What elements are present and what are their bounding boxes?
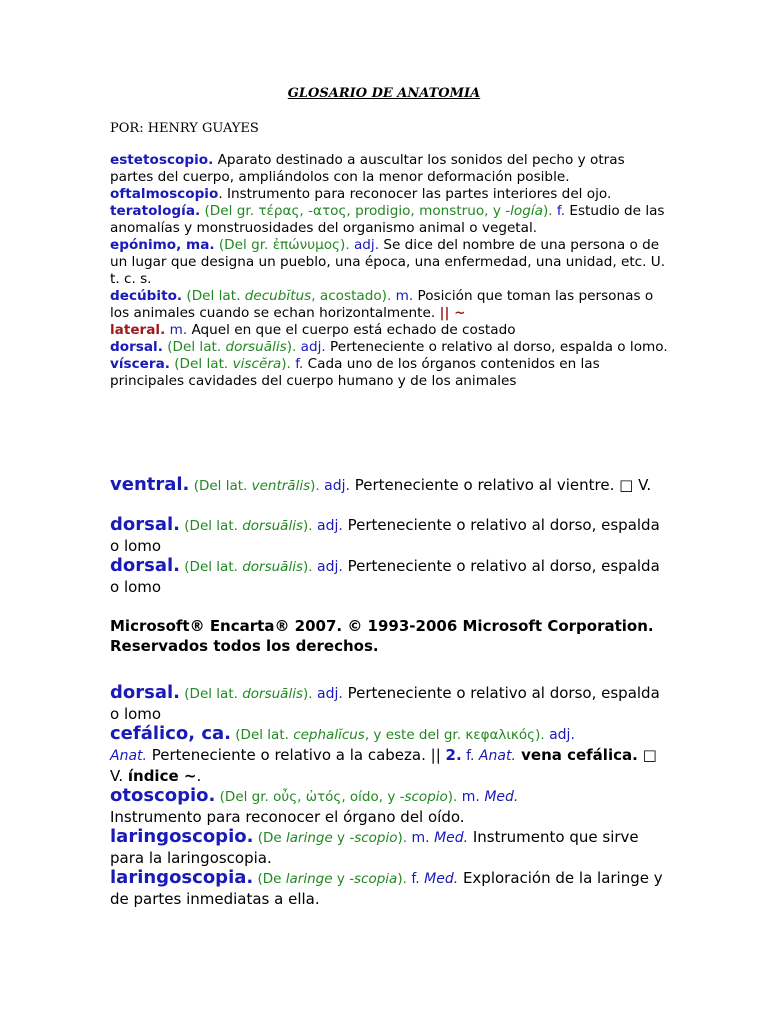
definition: Aquel en que el cuerpo está echado de costado <box>187 322 516 338</box>
etymology-text: ). <box>281 356 291 372</box>
etymology-text: (Del lat. <box>182 288 245 304</box>
definition: Posición que toman las personas o los animales cuando se echan horizontalmente. <box>110 288 654 321</box>
entry-dorsal-a <box>110 515 670 556</box>
grammar-tag: adj. <box>312 686 343 702</box>
definition: Estudio de las anomalías y monstruosidades del organismo animal o vegetal. <box>110 203 665 236</box>
etymology-term: viscĕra <box>232 356 282 372</box>
compound-term: vena cefálica. <box>515 746 638 764</box>
etymology <box>163 339 296 355</box>
etymology-term: laringe <box>285 871 333 887</box>
etymology-text: ). <box>542 203 553 219</box>
etymology-text: (Del lat. <box>180 518 243 534</box>
definition: Instrumento para reconocer el órgano del oído. <box>110 808 465 826</box>
document-title: GLOSARIO DE ANATOMIA <box>287 86 481 101</box>
field-tag: Med. <box>479 789 519 805</box>
entry-laringoscopio <box>110 827 670 868</box>
etymology-term: -scopio <box>349 830 398 846</box>
etymology-text: (Del lat. <box>180 686 243 702</box>
headword: dorsal. <box>110 682 180 703</box>
etymology-term: dorsuālis <box>242 518 303 534</box>
headword: estetoscopio. <box>110 152 214 168</box>
definition: Cada uno de los órganos contenidos en las principales cavidades del cuerpo humano y de los animales <box>110 356 600 389</box>
etymology <box>189 478 319 494</box>
headword: teratología. <box>110 203 201 219</box>
etymology-text: (Del gr. οὖς, ὠτός, oído, y <box>215 789 400 805</box>
headword: dorsal. <box>110 555 180 576</box>
spacer <box>110 496 670 515</box>
grammar-tag: adj. <box>544 727 575 743</box>
headword: otoscopio. <box>110 785 216 806</box>
entry-dorsal-b <box>110 556 670 597</box>
punctuation: . <box>196 767 202 785</box>
headword: víscera. <box>110 356 170 372</box>
etymology-term: -scopio <box>399 789 448 805</box>
headword: decúbito. <box>110 288 183 304</box>
etymology-text: ). <box>397 830 408 846</box>
headword: laringoscopia. <box>110 867 254 888</box>
field-tag: Med. <box>429 830 469 846</box>
subentry-marker: || ~ <box>439 305 466 321</box>
author-line: POR: HENRY GUAYES <box>110 121 259 136</box>
etymology-term: cephalĭcus <box>293 727 365 743</box>
definition: Perteneciente o relativo al vientre. □ V. <box>349 476 652 494</box>
etymology-text: y <box>332 871 350 887</box>
etymology-term: decubĭtus <box>244 288 312 304</box>
etymology <box>180 518 313 534</box>
headword: dorsal. <box>110 514 180 535</box>
entry-oftalmoscopio <box>110 186 670 203</box>
etymology-text: ). <box>302 518 313 534</box>
entry-viscera <box>110 356 670 390</box>
definition: Se dice del nombre de una persona o de un lugar que designa un pueblo, una época, una enfermedad, una unidad, etc. U. t. c. s. <box>110 237 666 287</box>
sense-number: 2. <box>445 746 462 764</box>
grammar-tag: m. <box>391 288 414 304</box>
grammar-tag: adj. <box>319 478 350 494</box>
headword: laringoscopio. <box>110 826 254 847</box>
grammar-tag: m. <box>165 322 188 338</box>
etymology-text: ). <box>286 339 297 355</box>
entry-otoscopio <box>110 786 670 827</box>
grammar-tag: m. <box>457 789 480 805</box>
field-tag: Med. <box>419 871 459 887</box>
etymology-text: ). <box>302 559 313 575</box>
glossary-section-3 <box>110 683 670 909</box>
definition: Perteneciente o relativo al dorso, espalda o lomo <box>110 684 660 723</box>
grammar-tag: f. <box>406 871 420 887</box>
grammar-tag: adj. <box>296 339 326 355</box>
entry-ventral <box>110 475 670 496</box>
definition: Perteneciente o relativo a la cabeza. || <box>146 746 446 764</box>
etymology-text: , y este del gr. κεφαλικός). <box>364 727 545 743</box>
definition: Perteneciente o relativo al dorso, espalda o lomo <box>110 557 660 596</box>
etymology-text: (Del gr. τέρας, -ατος, prodigio, monstruo, y <box>200 203 506 219</box>
etymology-text: (De <box>253 830 286 846</box>
etymology <box>253 830 407 846</box>
etymology: (Del gr. ἐπώνυμος). <box>214 237 350 253</box>
etymology-term: dorsuālis <box>225 339 287 355</box>
grammar-tag: adj. <box>312 559 343 575</box>
etymology <box>180 559 313 575</box>
etymology-text: (Del lat. <box>169 356 233 372</box>
etymology-text: (Del lat. <box>231 727 294 743</box>
definition: . Instrumento para reconocer las partes interiores del ojo. <box>218 186 612 202</box>
field-tag: Anat. <box>110 748 147 764</box>
etymology <box>231 727 545 743</box>
entry-eponimo <box>110 237 670 288</box>
etymology <box>200 203 552 219</box>
entry-laringoscopia <box>110 868 670 909</box>
grammar-tag: adj. <box>349 237 380 253</box>
etymology-text: ). <box>397 871 407 887</box>
see-also: □ V. <box>110 746 657 785</box>
etymology <box>182 288 391 304</box>
grammar-tag: adj. <box>312 518 343 534</box>
glossary-section-1 <box>110 152 670 390</box>
etymology-term: dorsuālis <box>242 559 303 575</box>
grammar-tag: f. <box>461 748 475 764</box>
etymology-text: ). <box>447 789 458 805</box>
entry-dorsal-c <box>110 683 670 724</box>
field-tag: Anat. <box>474 748 516 764</box>
headword: ventral. <box>110 474 190 495</box>
etymology-text: ). <box>302 686 313 702</box>
spacer <box>110 597 670 616</box>
etymology-text: y <box>332 830 350 846</box>
entry-teratologia <box>110 203 670 237</box>
headword: dorsal. <box>110 339 163 355</box>
headword: oftalmoscopio <box>110 186 219 202</box>
etymology <box>215 789 457 805</box>
etymology-text: (Del lat. <box>162 339 226 355</box>
etymology-term: ventrālis <box>251 478 311 494</box>
grammar-tag: m. <box>407 830 430 846</box>
etymology-text: (De <box>253 871 286 887</box>
glossary-section-2 <box>110 475 670 656</box>
etymology <box>253 871 407 887</box>
etymology-text: (Del lat. <box>189 478 252 494</box>
definition: Instrumento que sirve para la laringoscopia. <box>110 828 639 867</box>
entry-decubito <box>110 288 670 339</box>
grammar-tag: f. <box>552 203 566 219</box>
subentry-headword: lateral. <box>110 322 166 338</box>
definition: Aparato destinado a auscultar los sonidos del pecho y otras partes del cuerpo, ampliándolos con la menor deformación posible. <box>110 152 625 185</box>
headword: epónimo, ma. <box>110 237 215 253</box>
grammar-tag: f. <box>290 356 304 372</box>
etymology <box>170 356 291 372</box>
etymology-term: -scopia <box>349 871 398 887</box>
headword: cefálico, ca. <box>110 723 231 744</box>
entry-estetoscopio <box>110 152 670 186</box>
entry-dorsal <box>110 339 670 356</box>
entry-cefalico <box>110 724 670 786</box>
etymology-text: , acostado). <box>311 288 392 304</box>
definition: Perteneciente o relativo al dorso, espalda o lomo <box>110 516 660 555</box>
etymology-text: (Del lat. <box>180 559 243 575</box>
definition: Exploración de la laringe y de partes inmediatas a ella. <box>110 869 663 908</box>
see-also-term: índice ~ <box>127 767 197 785</box>
etymology-term: laringe <box>286 830 333 846</box>
copyright-notice: Microsoft® Encarta® 2007. © 1993-2006 Microsoft Corporation. Reservados todos los derechos. <box>110 617 654 655</box>
definition: Perteneciente o relativo al dorso, espalda o lomo. <box>325 339 668 355</box>
etymology <box>180 686 313 702</box>
etymology-text: ). <box>310 478 320 494</box>
etymology-term: -logía <box>505 203 543 219</box>
etymology-term: dorsuālis <box>242 686 303 702</box>
